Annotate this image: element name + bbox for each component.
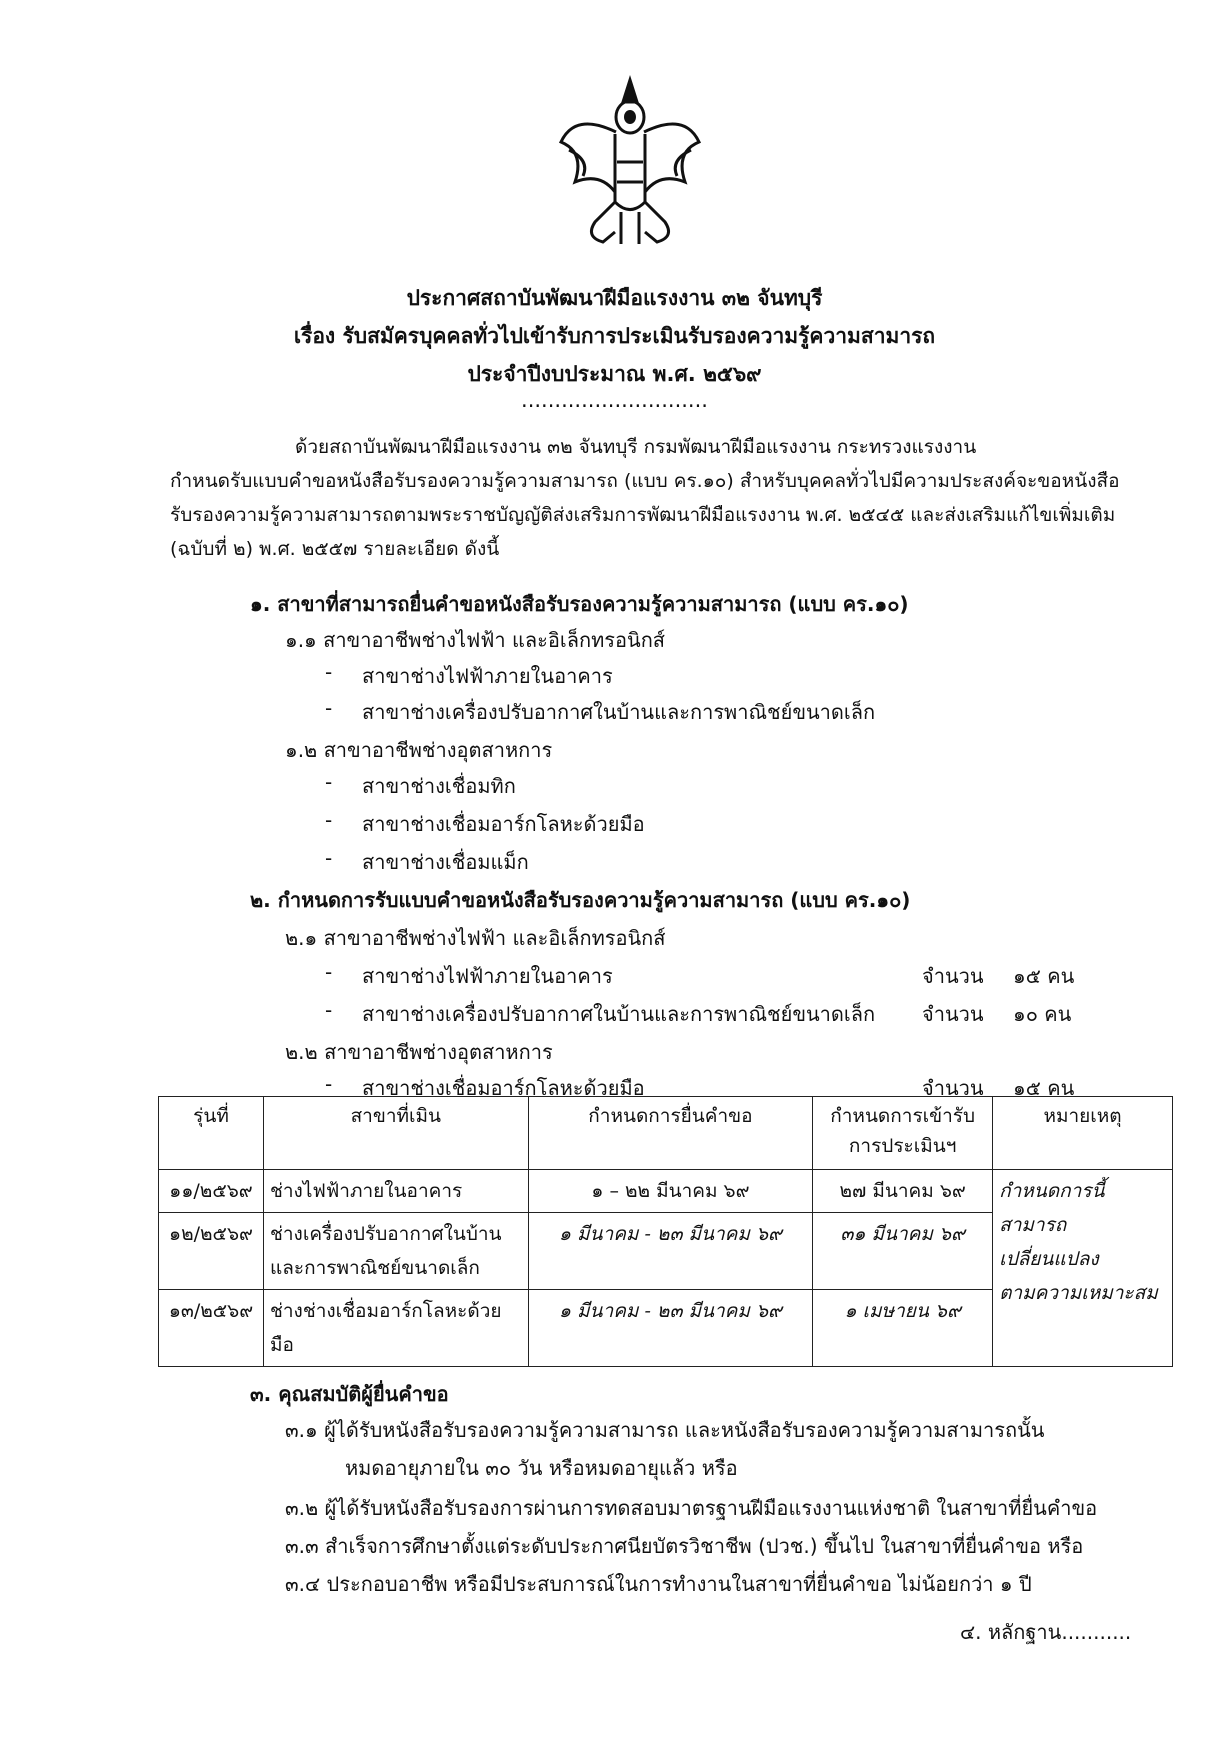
table-cell-assess: ๒๗ มีนาคม ๖๙ [813, 1170, 993, 1213]
intro-paragraph: ด้วยสถาบันพัฒนาฝีมือแรงงาน ๓๒ จันทบุรี กรมพัฒนาฝีมือแรงงาน กระทรวงแรงงาน กำหนดรับแบบคำขอหนังสือรับรองความรู้ความสามารถ (แบบ คร.๑๐) สำหรับบุคคลทั่วไปมีความประสงค์จะขอหนังสือ รับรองความรู้ความสามารถตามพระราชบัญญัติส่งเสริมการพัฒนาฝีมือแรงงาน พ.ศ. ๒๕๔๕ และส่งเสริมแก้ไขเพิ่มเติม (ฉบับที่ ๒) พ.ศ. ๒๕๕๗ รายละเอียด ดังนี้ [170, 436, 1120, 560]
section3-item-continued: หมดอายุภายใน ๓๐ วัน หรือหมดอายุแล้ว หรือ [345, 1456, 738, 1480]
table-row [159, 1170, 1173, 1213]
table-header-branch: สาขาที่เมิน [263, 1097, 528, 1170]
section2-item-count: ๑๕ คน [1013, 1076, 1075, 1100]
section3-heading: ๓. คุณสมบัติผู้ยื่นคำขอ [250, 1382, 449, 1406]
table-header-submit: กำหนดการยื่นคำขอ [528, 1097, 813, 1170]
section2-sub2: ๒.๒ สาขาอาชีพช่างอุตสาหการ [285, 1040, 553, 1064]
section2-heading: ๒. กำหนดการรับแบบคำขอหนังสือรับรองความรู้ความสามารถ (แบบ คร.๑๐) [250, 888, 911, 912]
table-header-assess: กำหนดการเข้ารับ การประเมินฯ [813, 1097, 993, 1170]
section1-heading: ๑. สาขาที่สามารถยื่นคำขอหนังสือรับรองความรู้ความสามารถ (แบบ คร.๑๐) [250, 592, 909, 616]
section1-sub2-item: สาขาช่างเชื่อมทิก [362, 774, 516, 798]
table-cell-remark: กำหนดการนี้ สามารถ เปลี่ยนแปลง ตามความเหมาะสม [993, 1170, 1173, 1367]
section1-sub2-dash: - [325, 846, 333, 870]
announcement-subject: เรื่อง รับสมัครบุคคลทั่วไปเข้ารับการประเมินรับรองความรู้ความสามารถ [293, 324, 936, 348]
section1-sub1-dash: - [325, 660, 333, 684]
section2-dash: - [325, 998, 333, 1022]
section1-sub2-item: สาขาช่างเชื่อมอาร์กโลหะด้วยมือ [362, 812, 645, 836]
section2-item-name: สาขาช่างเชื่อมอาร์กโลหะด้วยมือ [362, 1076, 645, 1100]
table-cell-submit: ๑ – ๒๒ มีนาคม ๖๙ [528, 1170, 813, 1213]
section2-dash: - [325, 1072, 333, 1096]
section1-sub1-dash: - [325, 696, 333, 720]
section2-item-count: ๑๐ คน [1013, 1002, 1072, 1026]
table-cell-assess: ๑ เมษายน ๖๙ [813, 1290, 993, 1367]
section2-item-label: จำนวน [922, 1002, 984, 1026]
table-cell-branch: ช่างไฟฟ้าภายในอาคาร [263, 1170, 528, 1213]
title-separator: ............................ [521, 388, 708, 412]
table-cell-batch: ๑๒/๒๕๖๙ [159, 1213, 264, 1290]
section1-sub1-item: สาขาช่างไฟฟ้าภายในอาคาร [362, 664, 613, 688]
section1-sub2-item: สาขาช่างเชื่อมแม็ก [362, 850, 529, 874]
table-cell-branch: ช่างเครื่องปรับอากาศในบ้าน และการพาณิชย์ขนาดเล็ก [263, 1213, 528, 1290]
section1-sub1-item: สาขาช่างเครื่องปรับอากาศในบ้านและการพาณิชย์ขนาดเล็ก [362, 700, 876, 724]
table-cell-batch: ๑๓/๒๕๖๙ [159, 1290, 264, 1367]
section2-item-label: จำนวน [922, 964, 984, 988]
table-cell-submit: ๑ มีนาคม - ๒๓ มีนาคม ๖๙ [528, 1290, 813, 1367]
table-header-remark: หมายเหตุ [993, 1097, 1173, 1170]
schedule-table [158, 1096, 1173, 1367]
section2-dash: - [325, 960, 333, 984]
section3-item: ๓.๔ ประกอบอาชีพ หรือมีประสบการณ์ในการทำงานในสาขาที่ยื่นคำขอ ไม่น้อยกว่า ๑ ปี [285, 1572, 1032, 1596]
section2-item-name: สาขาช่างเครื่องปรับอากาศในบ้านและการพาณิชย์ขนาดเล็ก [362, 1002, 876, 1026]
section2-item-name: สาขาช่างไฟฟ้าภายในอาคาร [362, 964, 613, 988]
section2-item-label: จำนวน [922, 1076, 984, 1100]
section1-sub2-dash: - [325, 770, 333, 794]
table-cell-assess: ๓๑ มีนาคม ๖๙ [813, 1213, 993, 1290]
next-page-indicator: ๔. หลักฐาน........... [960, 1620, 1132, 1644]
garuda-emblem-icon [555, 72, 705, 252]
section1-sub2: ๑.๒ สาขาอาชีพช่างอุตสาหการ [285, 738, 553, 762]
section3-item: ๓.๒ ผู้ได้รับหนังสือรับรองการผ่านการทดสอบมาตรฐานฝีมือแรงงานแห่งชาติ ในสาขาที่ยื่นคำขอ [285, 1496, 1098, 1520]
table-cell-branch: ช่างช่างเชื่อมอาร์กโลหะด้วยมือ [263, 1290, 528, 1367]
section2-item-count: ๑๕ คน [1013, 964, 1075, 988]
table-cell-batch: ๑๑/๒๕๖๙ [159, 1170, 264, 1213]
section3-item: ๓.๑ ผู้ได้รับหนังสือรับรองความรู้ความสามารถ และหนังสือรับรองความรู้ความสามารถนั้น [285, 1418, 1045, 1442]
section3-item: ๓.๓ สำเร็จการศึกษาตั้งแต่ระดับประกาศนียบัตรวิชาชีพ (ปวช.) ขึ้นไป ในสาขาที่ยื่นคำขอ หรือ [285, 1534, 1084, 1558]
announcement-title: ประกาศสถาบันพัฒนาฝีมือแรงงาน ๓๒ จันทบุรี [406, 286, 823, 310]
section1-sub2-dash: - [325, 808, 333, 832]
table-cell-submit: ๑ มีนาคม - ๒๓ มีนาคม ๖๙ [528, 1213, 813, 1290]
table-header-batch: รุ่นที่ [159, 1097, 264, 1170]
section2-sub1: ๒.๑ สาขาอาชีพช่างไฟฟ้า และอิเล็กทรอนิกส์ [285, 926, 666, 950]
table-header-row [159, 1097, 1173, 1170]
announcement-fiscal-year: ประจำปีงบประมาณ พ.ศ. ๒๕๖๙ [467, 362, 762, 386]
section1-sub1: ๑.๑ สาขาอาชีพช่างไฟฟ้า และอิเล็กทรอนิกส์ [285, 628, 666, 652]
